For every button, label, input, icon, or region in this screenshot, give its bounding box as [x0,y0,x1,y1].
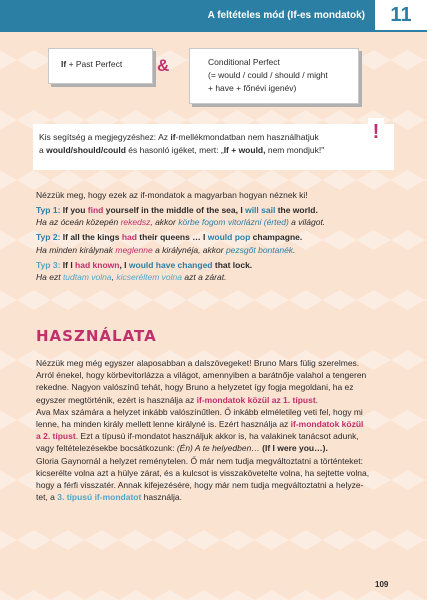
text-segment: egyszer megtörténik, ezért is használja az [36,394,197,405]
intro-text: Nézzük meg, hogy ezek az if-mondatok a magyarban hogyan néznek ki! [36,190,308,200]
text-segment: Ha ezt [36,272,63,283]
text-segment: Nézzük meg még egyszer alaposabban a dalszövegeket! Bruno Mars fülig szerelmes. [36,358,360,368]
text-segment: Arról énekel, hogy körbevitorlázza a világot, amennyiben a barátnője valahol a tengeren [36,370,367,381]
text-segment: . [293,244,296,255]
text-segment: lenne, ha minden király mellett lenne királyné is. Ezért használja az [36,419,291,430]
section-heading: HASZNÁLATA [36,327,157,345]
body-line [36,467,396,479]
type-2-en [36,231,396,243]
body-line [36,357,396,369]
text-segment: a királynéja, akkor [152,244,226,255]
formula-if-keyword: If [61,59,67,69]
hint-text: a [39,145,47,155]
formula-ampersand: & [157,56,170,75]
text-segment: tet, a [36,492,58,503]
text-segment: Ha az óceán közepén [36,217,121,228]
text-segment: a 2. típust [36,431,76,442]
text-segment: pezsgőt bontanék [225,244,294,255]
text-segment: (Én) A te helyedben… [176,443,260,454]
text-segment: rekedsz [120,217,151,228]
hint-text: és hasonló igéket, mert: „ [125,145,224,155]
body-line [36,381,396,393]
text-segment: would pop [207,232,251,243]
text-segment: yourself in the middle of the sea, I [103,205,246,215]
text-segment: Ava Max számára a helyzet inkább valószínűtlen. Ő inkább elméletileg veti fel, hogy mi [36,406,363,417]
body-line [36,479,396,491]
text-segment: if-mondatok közül az 1. típust [196,394,316,405]
hint-text: -mellékmondatban nem használhatjuk [175,132,319,142]
text-segment: would have changed [128,259,213,270]
exclamation-icon: ! [368,118,384,146]
text-segment: find [87,205,104,215]
text-segment: the world. [275,205,318,215]
text-segment: champagne. [250,232,303,243]
formula-line: (= would / could / should / might [208,70,328,80]
body-line [36,394,396,406]
text-segment: , [111,272,117,283]
text-segment: had known [75,259,120,270]
body-line [36,455,396,467]
text-segment: their queens … I [136,232,208,243]
formula-line: + have + főnévi igenév) [208,83,297,93]
body-line [36,491,396,503]
formula-conditional-box [189,48,359,104]
text-segment: tudtam volna [62,272,112,283]
text-segment: (If I were you…). [259,443,328,454]
text-segment: kicseréltem volna [116,272,183,283]
type-3-hu [36,271,396,283]
body-line [36,369,396,381]
type-label: Typ 3: [36,259,61,270]
text-segment: will sail [245,205,276,215]
body-line [36,430,396,442]
text-segment: kicserélte volna azt a hülye zárat, és a kulcsot is visszakövetelte volna, ha sejtette volna, [36,467,370,478]
formula-if-box [48,48,153,84]
text-segment: a világot. [288,217,326,228]
formula-past-perfect: + Past Perfect [66,59,123,69]
text-segment: that lock. [212,259,253,270]
text-segment: , akkor [150,217,179,228]
hint-if-would: If + would, [223,145,266,155]
body-line [36,418,396,430]
hint-text: Kis segítség a megjegyzéshez: Az [39,132,171,142]
formula-line: Conditional Perfect [208,57,280,67]
text-segment: , I [119,259,129,270]
chapter-number: 11 [375,0,427,32]
text-segment: 3. típusú if-mondatot [57,492,142,503]
text-segment: If all the kings [60,232,122,243]
body-line [36,406,396,418]
text-segment: vagy feltételezésekbe bocsátkozunk: [36,443,177,454]
text-segment: meglenne [115,244,153,255]
page-number: 109 [375,580,389,589]
body-paragraphs [36,357,396,503]
type-3-en [36,259,396,271]
type-2-hu [36,244,396,256]
hint-if: if [170,132,176,142]
hint-box [33,124,394,170]
hint-text: nem mondjuk!" [265,145,325,155]
text-segment: had [121,232,137,243]
hint-modals: would/should/could [46,145,126,155]
text-segment: if-mondatok közül [290,419,364,430]
chapter-title: A feltételes mód (If-es mondatok) [207,10,365,21]
text-segment: használja. [141,492,182,503]
text-segment: . [315,394,319,405]
text-segment: azt a zárat. [182,272,227,283]
type-label: Typ 2: [36,232,61,243]
text-segment: hogy a férfi visszatér. Annak kifejezésére, hogy már nem tudja megváltoztatni a helyze- [36,480,364,491]
type-examples [36,204,396,283]
text-segment: . Ezt a típusú if-mondatot használjuk akkor is, ha valakinek tanácsot adunk, [75,431,359,442]
text-segment: Gloria Gaynornál a helyzet reménytelen. Ő már nem tudja megváltoztatni a történteket: [36,455,363,466]
type-label: Typ 1: [36,205,61,215]
text-segment: If I [60,259,76,270]
text-segment: rekedne. Nagyon valószínű tehát, hogy Bruno a helyzetet így fogja megoldani, ha ez [36,382,354,393]
text-segment: körbe fogom vitorlázni (érted) [178,217,289,228]
type-1-hu [36,216,396,228]
text-segment: Ha minden királynak [36,244,116,255]
type-1-en [36,204,396,216]
body-line [36,442,396,454]
text-segment: If you [60,205,88,215]
